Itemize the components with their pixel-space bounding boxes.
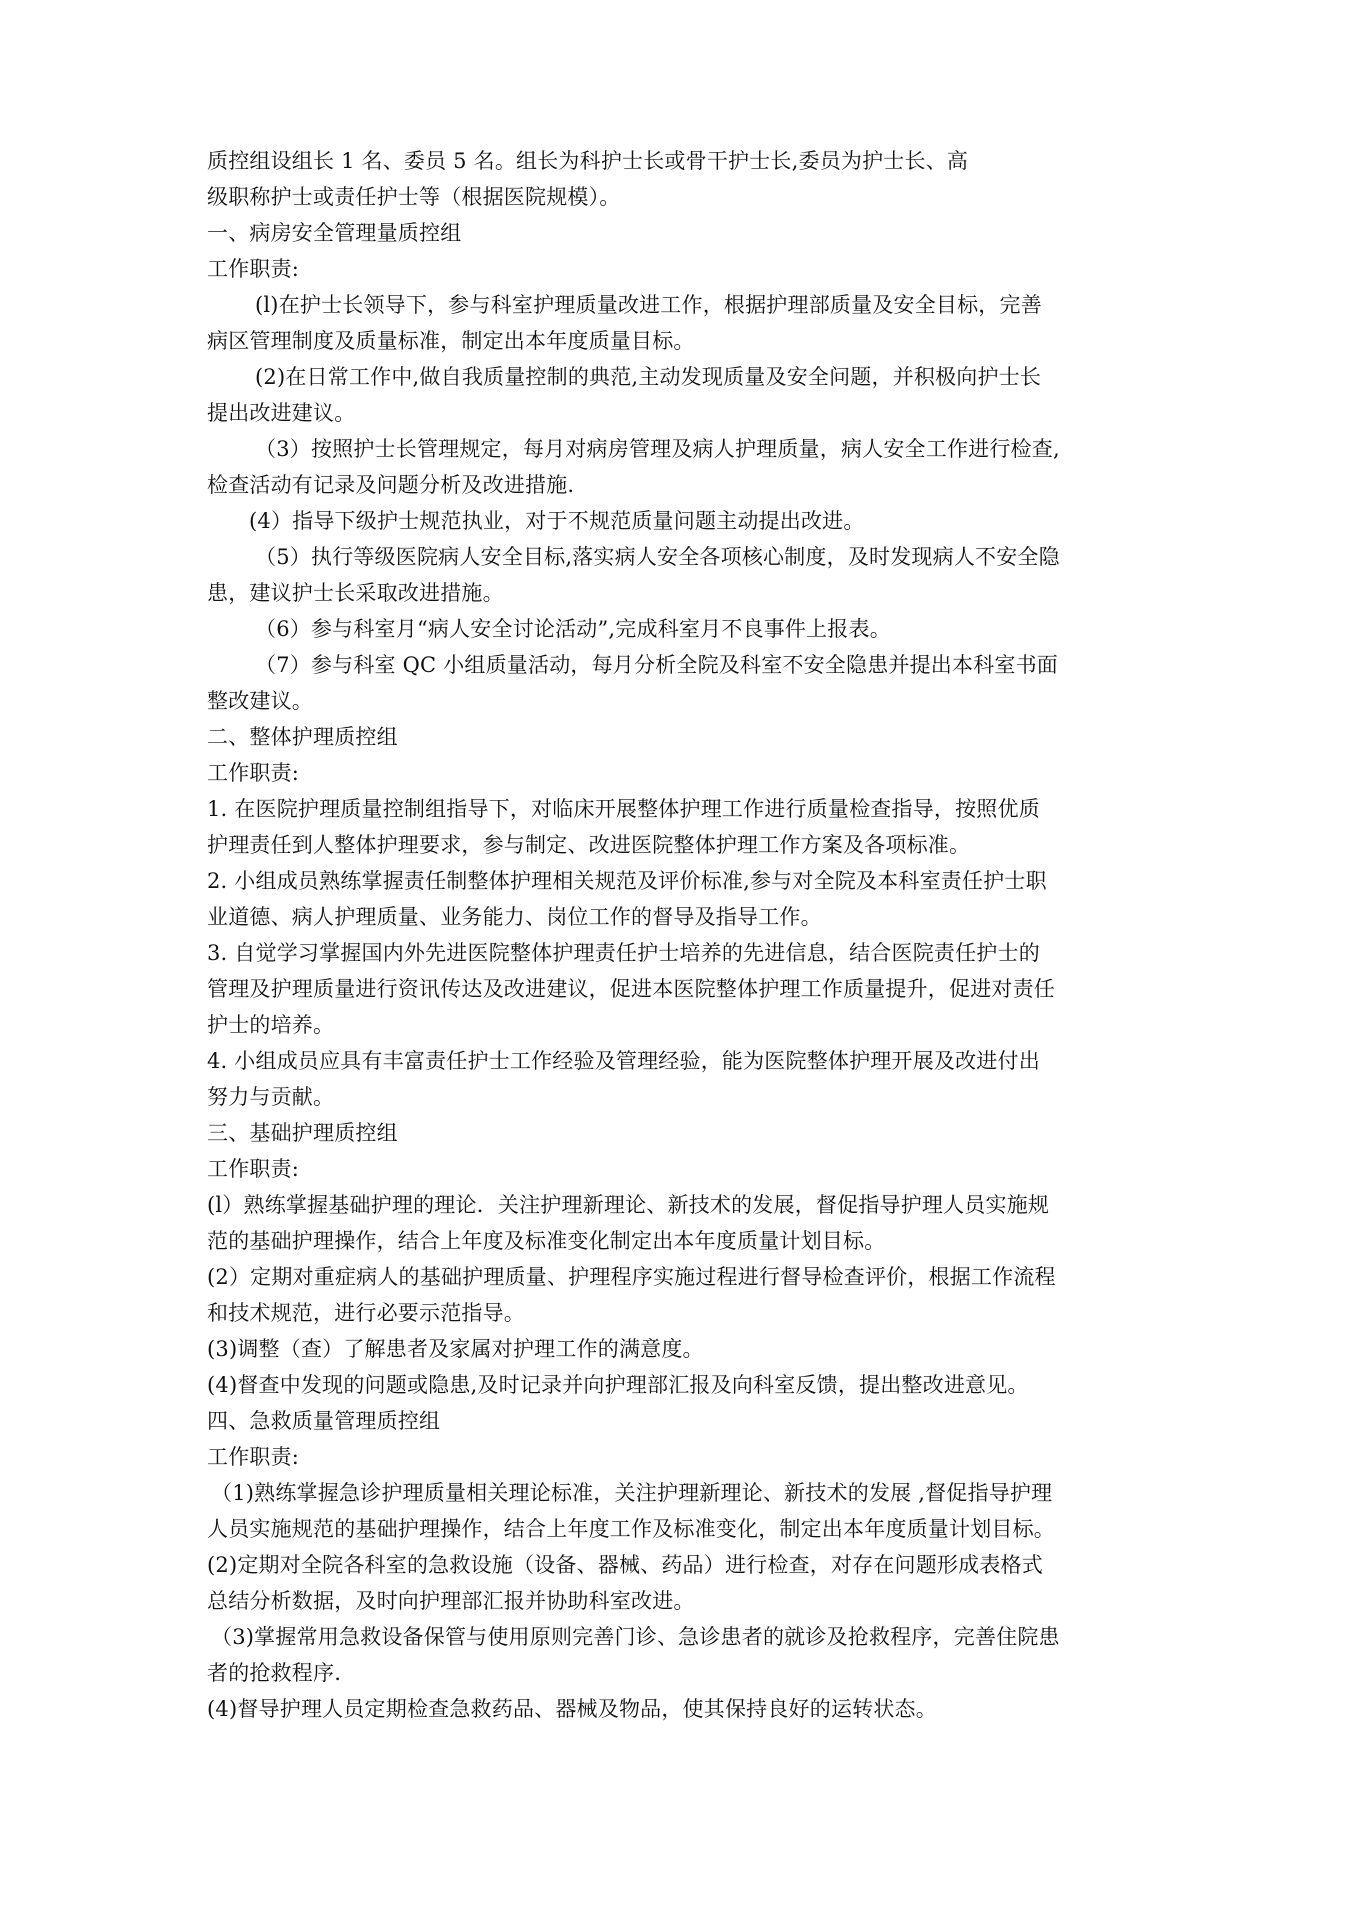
text-line: (3)调整（查）了解患者及家属对护理工作的满意度。	[207, 1337, 704, 1361]
text-line: 努力与贡献。	[207, 1085, 335, 1109]
text-line: 病区管理制度及质量标准，制定出本年度质量目标。	[207, 329, 695, 353]
text-line: （5）执行等级医院病人安全目标,落实病人安全各项核心制度，及时发现病人不安全隐	[255, 545, 1060, 569]
text-line: （6）参与科室月“病人安全讨论活动”,完成科室月不良事件上报表。	[255, 617, 891, 641]
text-line: 一、病房安全管理量质控组	[207, 221, 462, 245]
text-line: 范的基础护理操作，结合上年度及标准变化制定出本年度质量计划目标。	[207, 1229, 886, 1253]
text-line: 提出改进建议。	[207, 401, 356, 425]
text-line: 管理及护理质量进行资讯传达及改进建议，促进本医院整体护理工作质量提升，促进对责任	[207, 977, 1055, 1001]
text-line: (l)在护士长领导下，参与科室护理质量改进工作，根据护理部质量及安全目标，完善	[255, 293, 1042, 317]
text-line: 4. 小组成员应具有丰富责任护士工作经验及管理经验，能为医院整体护理开展及改进付出	[207, 1049, 1040, 1073]
text-line: 工作职责:	[207, 1157, 300, 1181]
text-line: 3. 自觉学习掌握国内外先进医院整体护理责任护士培养的先进信息，结合医院责任护士的	[207, 941, 1040, 965]
text-line: (l）熟练掌握基础护理的理论．关注护理新理论、新技术的发展，督促指导护理人员实施规	[207, 1193, 1050, 1217]
text-line: 四、急救质量管理质控组	[207, 1409, 441, 1433]
text-line: 患，建议护士长采取改进措施。	[207, 581, 504, 605]
text-line: (2)在日常工作中,做自我质量控制的典范,主动发现质量及安全问题，并积极向护士长	[255, 365, 1042, 389]
text-line: (4)督查中发现的问题或隐患,及时记录并向护理部汇报及向科室反馈，提出整改进意见。	[207, 1373, 1029, 1397]
text-line: （1)熟练掌握急诊护理质量相关理论标准，关注护理新理论、新技术的发展 ,督促指导护理	[211, 1481, 1053, 1505]
text-line: 护理责任到人整体护理要求，参与制定、改进医院整体护理工作方案及各项标准。	[207, 833, 971, 857]
text-line: 1. 在医院护理质量控制组指导下，对临床开展整体护理工作进行质量检查指导，按照优质	[207, 797, 1040, 821]
text-line: 和技术规范，进行必要示范指导。	[207, 1301, 525, 1325]
text-line: (4)督导护理人员定期检查急救药品、器械及物品，使其保持良好的运转状态。	[207, 1697, 937, 1721]
text-line: 整改建议。	[207, 689, 313, 713]
text-line: （3)掌握常用急救设备保管与使用原则完善门诊、急诊患者的就诊及抢救程序，完善住院患	[211, 1625, 1060, 1649]
document-body	[207, 143, 1177, 1727]
text-line: 级职称护士或责任护士等（根据医院规模）。	[207, 185, 621, 209]
text-line: 护士的培养。	[207, 1013, 335, 1037]
text-line: 三、基础护理质控组	[207, 1121, 398, 1145]
text-line: (2)定期对全院各科室的急救设施（设备、器械、药品）进行检查，对存在问题形成表格式	[207, 1553, 1043, 1577]
text-line: 工作职责:	[207, 257, 300, 281]
text-line: （7）参与科室 QC 小组质量活动，每月分析全院及科室不安全隐患并提出本科室书面	[255, 653, 1058, 677]
text-line: 人员实施规范的基础护理操作，结合上年度工作及标准变化，制定出本年度质量计划目标。	[207, 1517, 1055, 1541]
text-line: 者的抢救程序.	[207, 1661, 342, 1685]
text-line: (4）指导下级护士规范执业，对于不规范质量问题主动提出改进。	[249, 509, 865, 533]
text-line: 业道德、病人护理质量、业务能力、岗位工作的督导及指导工作。	[207, 905, 822, 929]
text-line: 工作职责:	[207, 1445, 300, 1469]
text-line: 质控组设组长 1 名、委员 5 名。组长为科护士长或骨干护士长,委员为护士长、高	[207, 149, 969, 173]
text-line: 总结分析数据，及时向护理部汇报并协助科室改进。	[207, 1589, 695, 1613]
text-line: (2）定期对重症病人的基础护理质量、护理程序实施过程进行督导检查评价，根据工作流程	[207, 1265, 1056, 1289]
text-line: 检查活动有记录及问题分析及改进措施.	[207, 473, 575, 497]
text-line: 二、整体护理质控组	[207, 725, 398, 749]
text-line: 工作职责:	[207, 761, 300, 785]
text-line: 2. 小组成员熟练掌握责任制整体护理相关规范及评价标准,参与对全院及本科室责任护士职	[207, 869, 1047, 893]
text-line: （3）按照护士长管理规定，每月对病房管理及病人护理质量，病人安全工作进行检查,	[255, 437, 1060, 461]
